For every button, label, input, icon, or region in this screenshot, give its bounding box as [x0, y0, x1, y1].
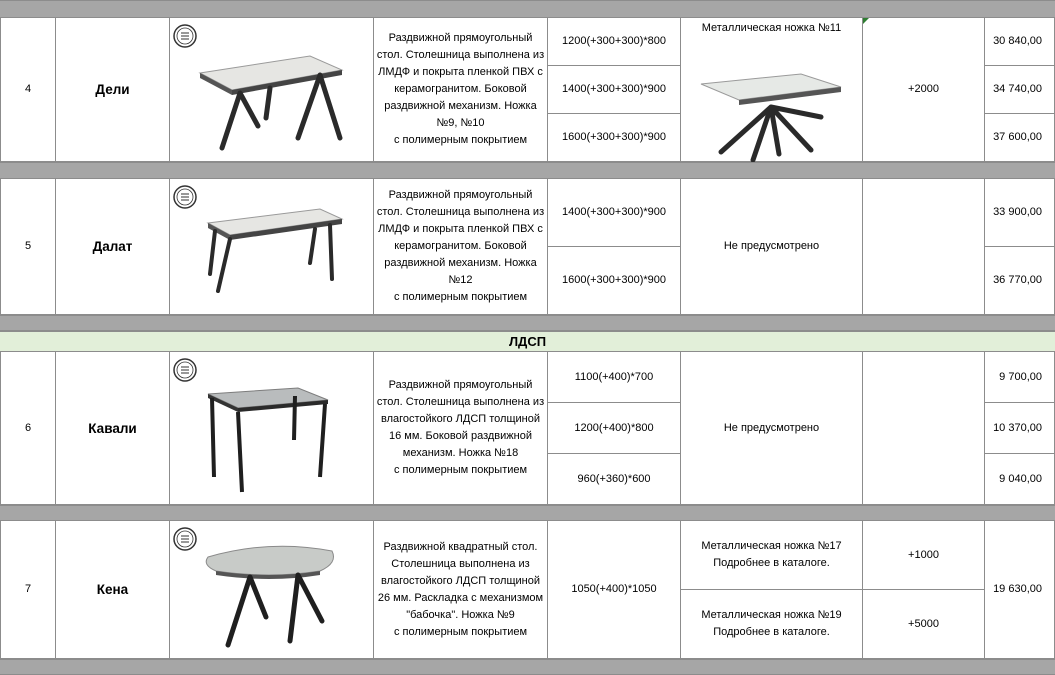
product-description[interactable]: Раздвижной прямоугольный стол. Столешница выполнена из влагостойкого ЛДСП толщиной 16 мм. Боковой раздвижной механизм. Ножка №18 с полимерным покрытием	[374, 352, 548, 505]
price-cell[interactable]: 37 600,00	[985, 114, 1055, 162]
size-cell[interactable]: 960(+360)*600	[548, 454, 681, 505]
product-image-cell	[170, 179, 374, 315]
option-cell[interactable]	[681, 18, 863, 162]
row-number[interactable]: 4	[0, 18, 56, 162]
size-cell[interactable]: 1050(+400)*1050	[548, 521, 681, 659]
product-name[interactable]: Дели	[56, 18, 170, 162]
section-header[interactable]: ЛДСП	[0, 331, 1055, 352]
separator-band	[0, 505, 1055, 521]
option-leg-image	[681, 42, 863, 162]
row-number[interactable]: 6	[0, 352, 56, 505]
separator-band	[0, 659, 1055, 675]
surcharge-cell[interactable]	[863, 352, 985, 505]
option-label: Металлическая ножка №11	[701, 22, 842, 34]
product-name[interactable]: Кавали	[56, 352, 170, 505]
product-name[interactable]: Далат	[56, 179, 170, 315]
product-description[interactable]: Раздвижной прямоугольный стол. Столешница выполнена из ЛМДФ и покрыта пленкой ПВХ с керамогранитом. Боковой раздвижной механизм. Ножка №12 с полимерным покрытием	[374, 179, 548, 315]
surcharge-cell[interactable]: +1000	[863, 521, 985, 590]
row-number[interactable]: 5	[0, 179, 56, 315]
option-cell[interactable]: Не предусмотрено	[681, 352, 863, 505]
surcharge-cell[interactable]	[863, 179, 985, 315]
row-number[interactable]: 7	[0, 521, 56, 659]
size-cell[interactable]: 1400(+300+300)*900	[548, 179, 681, 247]
product-description[interactable]: Раздвижной квадратный стол. Столешница выполнена из влагостойкого ЛДСП толщиной 26 мм. Раскладка с механизмом "бабочка". Ножка №9 с полимерным покрытием	[374, 521, 548, 659]
price-cell[interactable]: 30 840,00	[985, 18, 1055, 66]
price-cell[interactable]: 9 700,00	[985, 352, 1055, 403]
size-cell[interactable]: 1200(+300+300)*800	[548, 18, 681, 66]
price-cell[interactable]: 9 040,00	[985, 454, 1055, 505]
option-cell[interactable]: Не предусмотрено	[681, 179, 863, 315]
separator-band	[0, 0, 1055, 18]
size-cell[interactable]: 1600(+300+300)*900	[548, 114, 681, 162]
surcharge-cell[interactable]: +2000	[863, 18, 985, 162]
price-cell[interactable]: 33 900,00	[985, 179, 1055, 247]
product-image-cell	[170, 18, 374, 162]
price-cell[interactable]: 10 370,00	[985, 403, 1055, 454]
surcharge-cell[interactable]: +5000	[863, 590, 985, 659]
price-cell[interactable]: 19 630,00	[985, 521, 1055, 659]
price-cell[interactable]: 36 770,00	[985, 247, 1055, 315]
size-cell[interactable]: 1400(+300+300)*900	[548, 66, 681, 114]
table-kena-image	[170, 521, 374, 659]
option-cell[interactable]: Металлическая ножка №17 Подробнее в каталоге.	[681, 521, 863, 590]
size-cell[interactable]: 1100(+400)*700	[548, 352, 681, 403]
price-cell[interactable]: 34 740,00	[985, 66, 1055, 114]
table-kavali-image	[170, 352, 374, 505]
separator-band	[0, 315, 1055, 331]
product-image-cell	[170, 521, 374, 659]
table-deli-image	[170, 18, 374, 162]
option-cell[interactable]: Металлическая ножка №19 Подробнее в каталоге.	[681, 590, 863, 659]
size-cell[interactable]: 1600(+300+300)*900	[548, 247, 681, 315]
product-image-cell	[170, 352, 374, 505]
product-description[interactable]: Раздвижной прямоугольный стол. Столешница выполнена из ЛМДФ и покрыта пленкой ПВХ с керамогранитом. Боковой раздвижной механизм. Ножка №9, №10 с полимерным покрытием	[374, 18, 548, 162]
separator-band	[0, 162, 1055, 179]
product-name[interactable]: Кена	[56, 521, 170, 659]
size-cell[interactable]: 1200(+400)*800	[548, 403, 681, 454]
table-dalat-image	[170, 179, 374, 315]
